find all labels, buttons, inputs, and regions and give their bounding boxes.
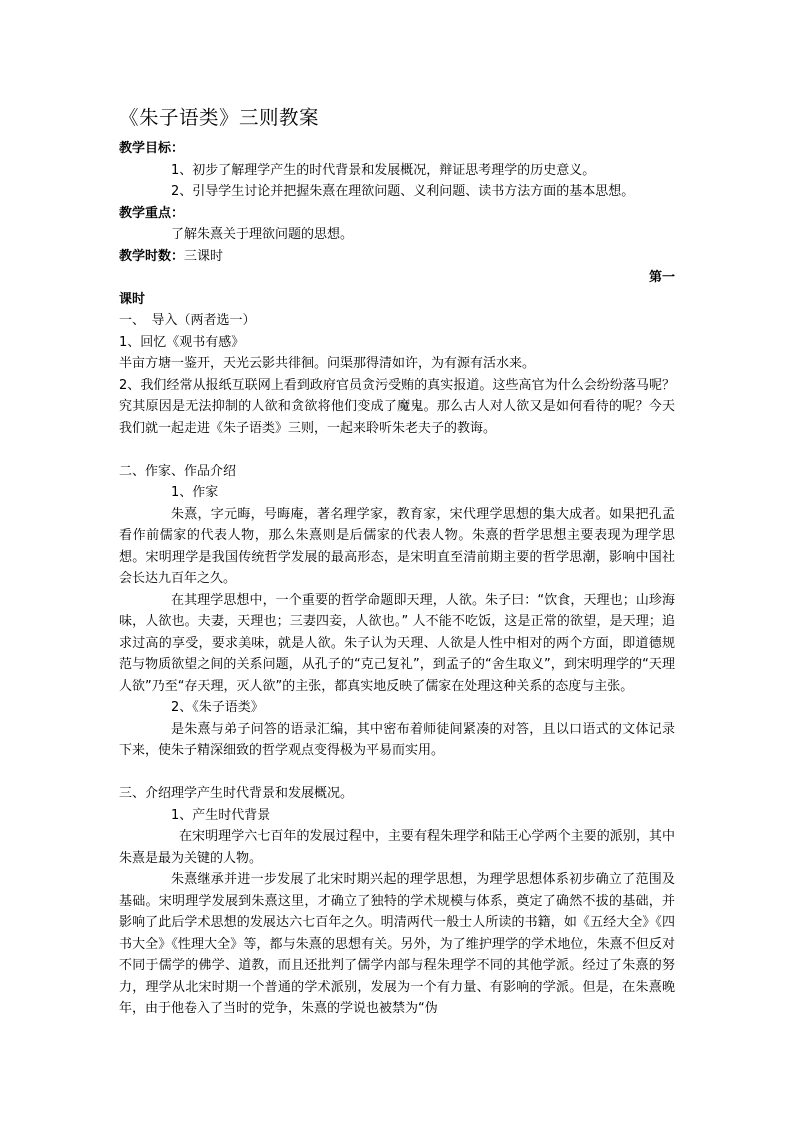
section-2-paragraph-3: 是朱熹与弟子问答的语录汇编，其中密布着师徒间紧凑的对答，且以口语式的文体记录下来，使朱子精深细致的哲学观点变得极为平易而实用。 [119, 721, 675, 758]
section-1-item-1: 1、回忆《观书有感》 [119, 334, 245, 350]
goal-item-1: 1、初步了解理学产生的时代背景和发展概况，辩证思考理学的历史意义。 [171, 162, 596, 178]
document-body [119, 104, 675, 1020]
goal-label: 教学目标： [119, 141, 185, 156]
section-3-sub-1: 1、产生时代背景 [171, 807, 271, 823]
section-1-poem: 半亩方塘一鉴开，天光云影共徘徊。问渠那得清如许，为有源有活水来。 [119, 356, 536, 371]
section-2-paragraph-2: 在其理学思想中，一个重要的哲学命题即天理，人欲。朱子曰：“饮食，天理也；山珍海味，人欲也。夫妻，天理也；三妻四妾，人欲也。” 人不能不吃饭，这是正常的欲望，是天理；追求过高的享受，要求美味，就是人欲。朱子认为天理、人欲是人性中相对的两个方面，即道德规范与物质欲望之间的关系问题，从孔子的“克己复礼”，到孟子的“舍生取义”，到宋明理学的“天理人欲”乃至“存天理，灭人欲”的主张，都真实地反映了儒家在处理这种关系的态度与主张。 [119, 592, 675, 694]
section-3-heading: 三、介绍理学产生时代背景和发展概况。 [119, 786, 354, 801]
section-2-heading: 二、作家、作品介绍 [119, 463, 237, 479]
spacer [119, 439, 675, 461]
lesson-heading-part1: 第一 [648, 270, 675, 285]
spacer [119, 762, 675, 784]
document-title: 《朱子语类》三则教案 [119, 106, 320, 129]
section-1-heading: 一、 导入（两者选一） [119, 313, 256, 328]
hours-line [119, 246, 675, 268]
lesson-heading-part2: 课时 [119, 291, 146, 307]
section-1-item-2: 2、我们经常从报纸互联网上看到政府官员贪污受贿的真实报道。这些高官为什么会纷纷落马呢？究其原因是无法抑制的人欲和贪欲将他们变成了魔鬼。那么古人对人欲又是如何看待的呢？今天我们就一起走进《朱子语类》三则，一起来聆听朱老夫子的教诲。 [119, 377, 675, 436]
goal-item-2: 2、引导学生讨论并把握朱熹在理欲问题、义利问题、读书方法方面的基本思想。 [171, 184, 635, 199]
hours-label: 教学时数： [119, 248, 185, 264]
section-2-sub-1: 1、作家 [171, 485, 219, 500]
hours-value: 三课时 [184, 248, 224, 264]
focus-label: 教学重点： [119, 205, 185, 221]
section-3-paragraph-2: 朱熹继承并进一步发展了北宋时期兴起的理学思想，为理学思想体系初步确立了范围及基础。宋明理学发展到朱熹这里，才确立了独特的学术规模与体系，奠定了确然不拔的基础，并影响了此后学术思想的发展达六七百年之久。明清两代一般士人所读的书籍，如《五经大全》《四书大全》《性理大全》等，都与朱熹的思想有关。另外，为了维护理学的学术地位，朱熹不但反对不同于儒学的佛学、道教，而且还批判了儒学内部与程朱理学不同的其他学派。经过了朱熹的努力，理学从北宋时期一个普通的学术派别，发展为一个有力量、有影响的学派。但是，在朱熹晚年，由于他卷入了当时的党争，朱熹的学说也被禁为“伪 [119, 872, 675, 1016]
section-3-paragraph-1: 在宋明理学六七百年的发展过程中，主要有程朱理学和陆王心学两个主要的派别，其中朱熹是最为关键的人物。 [119, 829, 675, 866]
focus-text: 了解朱熹关于理欲问题的思想。 [171, 227, 354, 242]
section-2-sub-2: 2、《朱子语类》 [171, 700, 264, 715]
section-2-paragraph-1: 朱熹，字元晦，号晦庵，著名理学家，教育家，宋代理学思想的集大成者。如果把孔孟看作前儒家的代表人物，那么朱熹则是后儒家的代表人物。朱熹的哲学思想主要表现为理学思想。宋明理学是我国传统哲学发展的最高形态，是宋明直至清前期主要的哲学思潮，影响中国社会长达九百年之久。 [119, 506, 675, 586]
